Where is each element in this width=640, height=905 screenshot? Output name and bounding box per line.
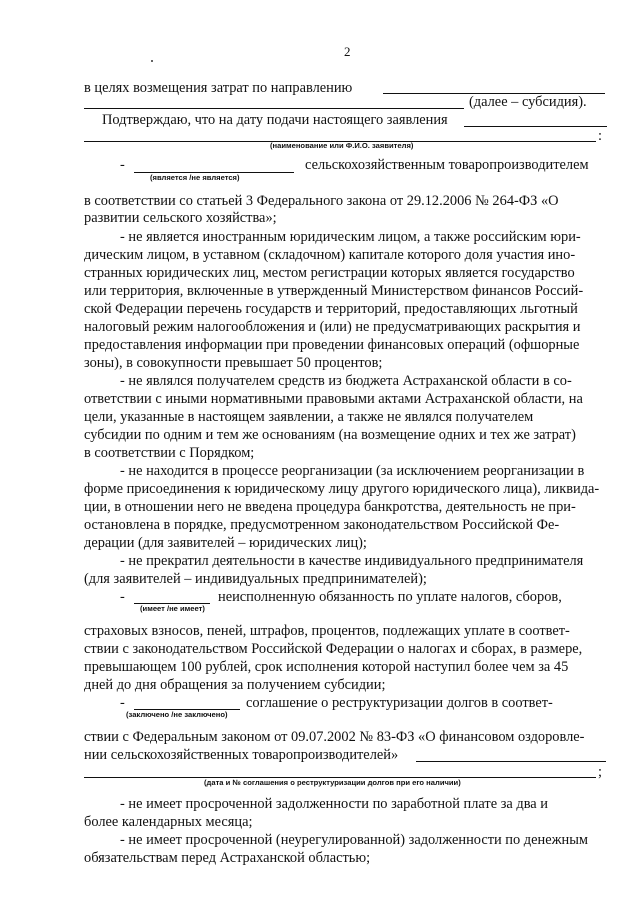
text-line: - не являлся получателем средств из бюджета Астраханской области в со- xyxy=(120,373,572,389)
text-line: дическим лицом, в уставном (складочном) капитале которого доля участия ино- xyxy=(84,247,576,263)
text-line: форме присоединения к юридическому лицу другого юридического лица), ликвида- xyxy=(84,481,600,497)
fill-in-line xyxy=(416,761,606,762)
text-line: ; xyxy=(598,764,602,780)
field-caption: (заключено /не заключено) xyxy=(126,710,228,719)
text-line: неисполненную обязанность по уплате налогов, сборов, xyxy=(218,589,562,605)
fill-in-line xyxy=(84,108,464,109)
text-line: дней до дня обращения за получением субсидии; xyxy=(84,677,386,693)
text-line: или территория, включенные в утвержденный Министерством финансов Россий- xyxy=(84,283,584,299)
fill-in-line xyxy=(464,126,607,127)
text-line: странных юридических лиц, местом регистрации которых является государство xyxy=(84,265,575,281)
text-line: (для заявителей – индивидуальных предпринимателей); xyxy=(84,571,427,587)
text-line: предоставления информации при проведении финансовых операций (офшорные xyxy=(84,337,580,353)
text-line xyxy=(305,156,608,174)
text-line: нии сельскохозяйственных товаропроизводителей» xyxy=(84,747,399,763)
field-caption: (является /не является) xyxy=(150,173,240,182)
text-line: ствии с Федеральным законом от 09.07.2002 № 83-ФЗ «О финансовом оздоровле- xyxy=(84,729,585,745)
text-line: зоны), в совокупности превышает 50 процентов; xyxy=(84,355,383,371)
text-line: налоговый режим налогообложения и (или) не предусматривающих раскрытия и xyxy=(84,319,581,335)
text-line: соглашение о реструктуризации долгов в соответ- xyxy=(246,695,553,711)
text-line: субсидии по одним и тем же основаниям (на возмещение одних и тех же затрат) xyxy=(84,427,576,443)
text-line: превышающем 100 рублей, срок исполнения которой наступил более чем за 45 xyxy=(84,659,569,675)
text-line: Подтверждаю, что на дату подачи настоящего заявления xyxy=(102,112,448,128)
text-line: ствии с законодательством Российской Федерации о налогах и сборах, в размере, xyxy=(84,641,583,657)
text-line: более календарных месяца; xyxy=(84,814,253,830)
text-line: развитии сельского хозяйства»; xyxy=(84,210,277,226)
text-line: (далее – субсидия). xyxy=(469,94,587,110)
text-line-content: сельскохозяйственным товаропроизводителем xyxy=(305,157,589,173)
text-line: : xyxy=(598,128,602,144)
text-line: - xyxy=(120,157,125,173)
text-line: - не имеет просроченной задолженности по заработной плате за два и xyxy=(120,796,548,812)
text-line: в целях возмещения затрат по направлению xyxy=(84,80,353,96)
text-line: - xyxy=(120,695,125,711)
field-caption: (дата и № соглашения о реструктуризации долгов при его наличии) xyxy=(204,778,461,787)
scan-speck xyxy=(151,60,153,62)
text-line: ции, в отношении него не введена процедура банкротства, деятельность не при- xyxy=(84,499,576,515)
text-line: цели, указанные в настоящем заявлении, а также не являлся получателем xyxy=(84,409,534,425)
field-caption: (наименование или Ф.И.О. заявителя) xyxy=(270,141,414,150)
text-line: - не находится в процессе реорганизации (за исключением реорганизации в xyxy=(120,463,585,479)
page-number: 2 xyxy=(344,44,351,59)
text-line: в соответствии с Порядком; xyxy=(84,445,255,461)
text-line: ской Федерации перечень государств и территорий, предоставляющих льготный xyxy=(84,301,578,317)
text-line: - не прекратил деятельности в качестве индивидуального предпринимателя xyxy=(120,553,584,569)
text-line: - не имеет просроченной (неурегулированной) задолженности по денежным xyxy=(120,832,589,848)
text-line: дерации (для заявителей – юридических лиц); xyxy=(84,535,367,551)
text-line: обязательствам перед Астраханской областью; xyxy=(84,850,371,866)
field-caption: (имеет /не имеет) xyxy=(140,604,205,613)
text-line: остановлена в порядке, предусмотренном законодательством Российской Фе- xyxy=(84,517,560,533)
text-line: страховых взносов, пеней, штрафов, процентов, подлежащих уплате в соответ- xyxy=(84,623,570,639)
text-line: ответствии с иными нормативными правовыми актами Астраханской области, на xyxy=(84,391,583,407)
text-line: - xyxy=(120,589,125,605)
text-line: в соответствии со статьей 3 Федерального закона от 29.12.2006 № 264-ФЗ «О xyxy=(84,193,559,209)
text-line: - не является иностранным юридическим лицом, а также российским юри- xyxy=(120,229,581,245)
